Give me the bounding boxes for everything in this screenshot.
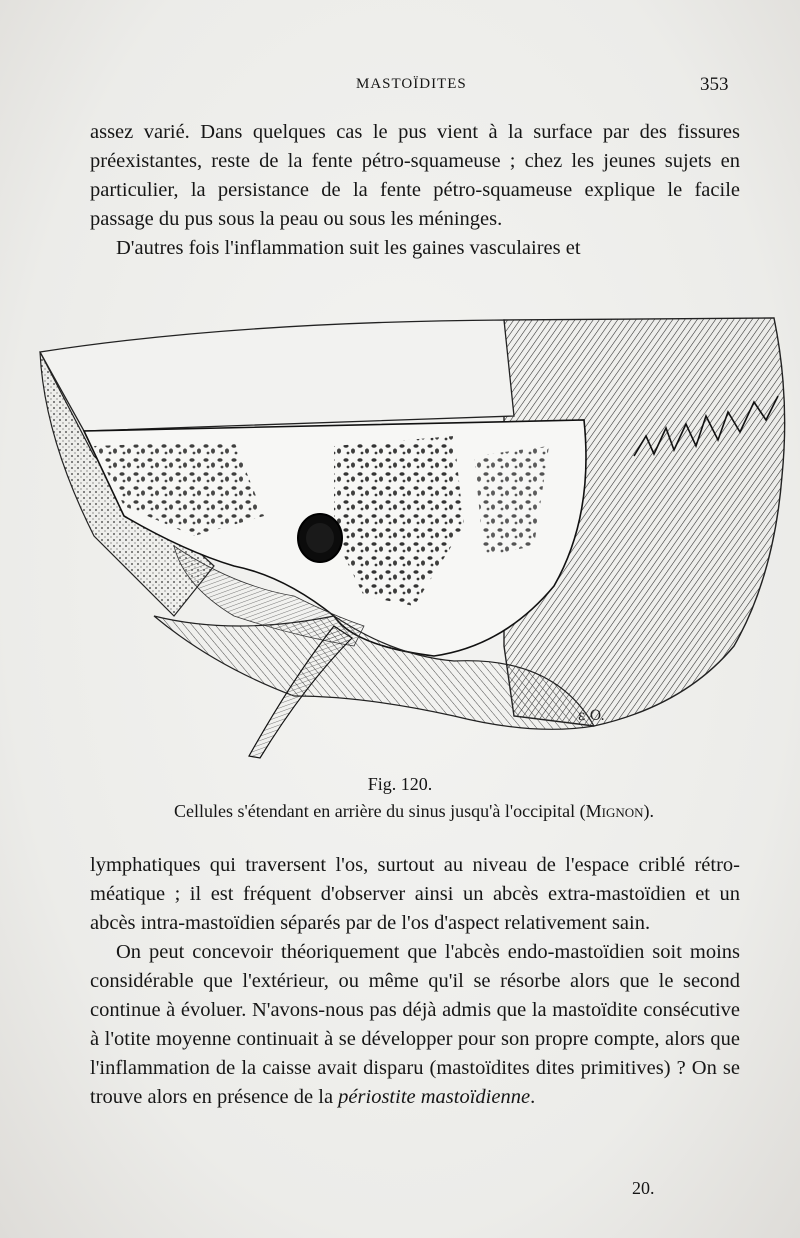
signature-mark: 20. (632, 1178, 655, 1198)
skull-shell-rim (40, 320, 514, 431)
paragraph-theory-italic: périostite mastoïdienne (338, 1086, 531, 1108)
figure-label: Fig. 120. (367, 774, 433, 794)
paragraph-continuation: assez varié. Dans quelques cas le pus vient à la surface par des fissures préexistantes, reste de la fente pétro-squameuse ; chez les jeunes sujets en particulier, la persistance de la fente pétro-squameuse explique le facile passage du pus sous la peau ou sous les méninges. (90, 121, 740, 230)
paragraph-inflammation: D'autres fois l'inflammation suit les gaines vasculaires et (116, 237, 581, 259)
paragraph-theory-end: . (530, 1086, 536, 1108)
artist-mark: ε O. (578, 708, 605, 724)
text-block-top (90, 118, 740, 263)
mastoid-bone-engraving (34, 316, 788, 770)
running-title: MASTOÏDITES (356, 76, 467, 92)
figure-caption-text: Cellules s'étendant en arrière du sinus jusqu'à l'occipital ( (174, 801, 586, 821)
text-block-bottom (90, 851, 740, 1112)
page-number: 353 (700, 74, 729, 95)
paragraph-theory (90, 938, 740, 1112)
figure-caption-author: Mignon (585, 801, 644, 821)
figure-caption-end: ). (643, 801, 654, 821)
figure-caption (0, 801, 800, 822)
paragraph-lymphatics: lymphatiques qui traversent l'os, surtout au niveau de l'espace criblé rétro-méatique ; il est fréquent d'observer ainsi un abcès extra-mastoïdien et un abcès intra-mastoïdien séparés par de l'os d'aspect relativement sain. (90, 854, 740, 934)
paragraph-theory-text: On peut concevoir théoriquement que l'abcès endo-mastoïdien soit moins considérable que l'extérieur, ou même qu'il se résorbe alors que le second continue à évoluer. N'avons-nous pas déjà admis que la mastoïdite consécutive à l'otite moyenne continuait à se développer pour son propre compte, alors que l'inflammation de la caisse avait disparu (mastoïdites dites primitives) ? On se trouve alors en présence de la (90, 941, 740, 1108)
